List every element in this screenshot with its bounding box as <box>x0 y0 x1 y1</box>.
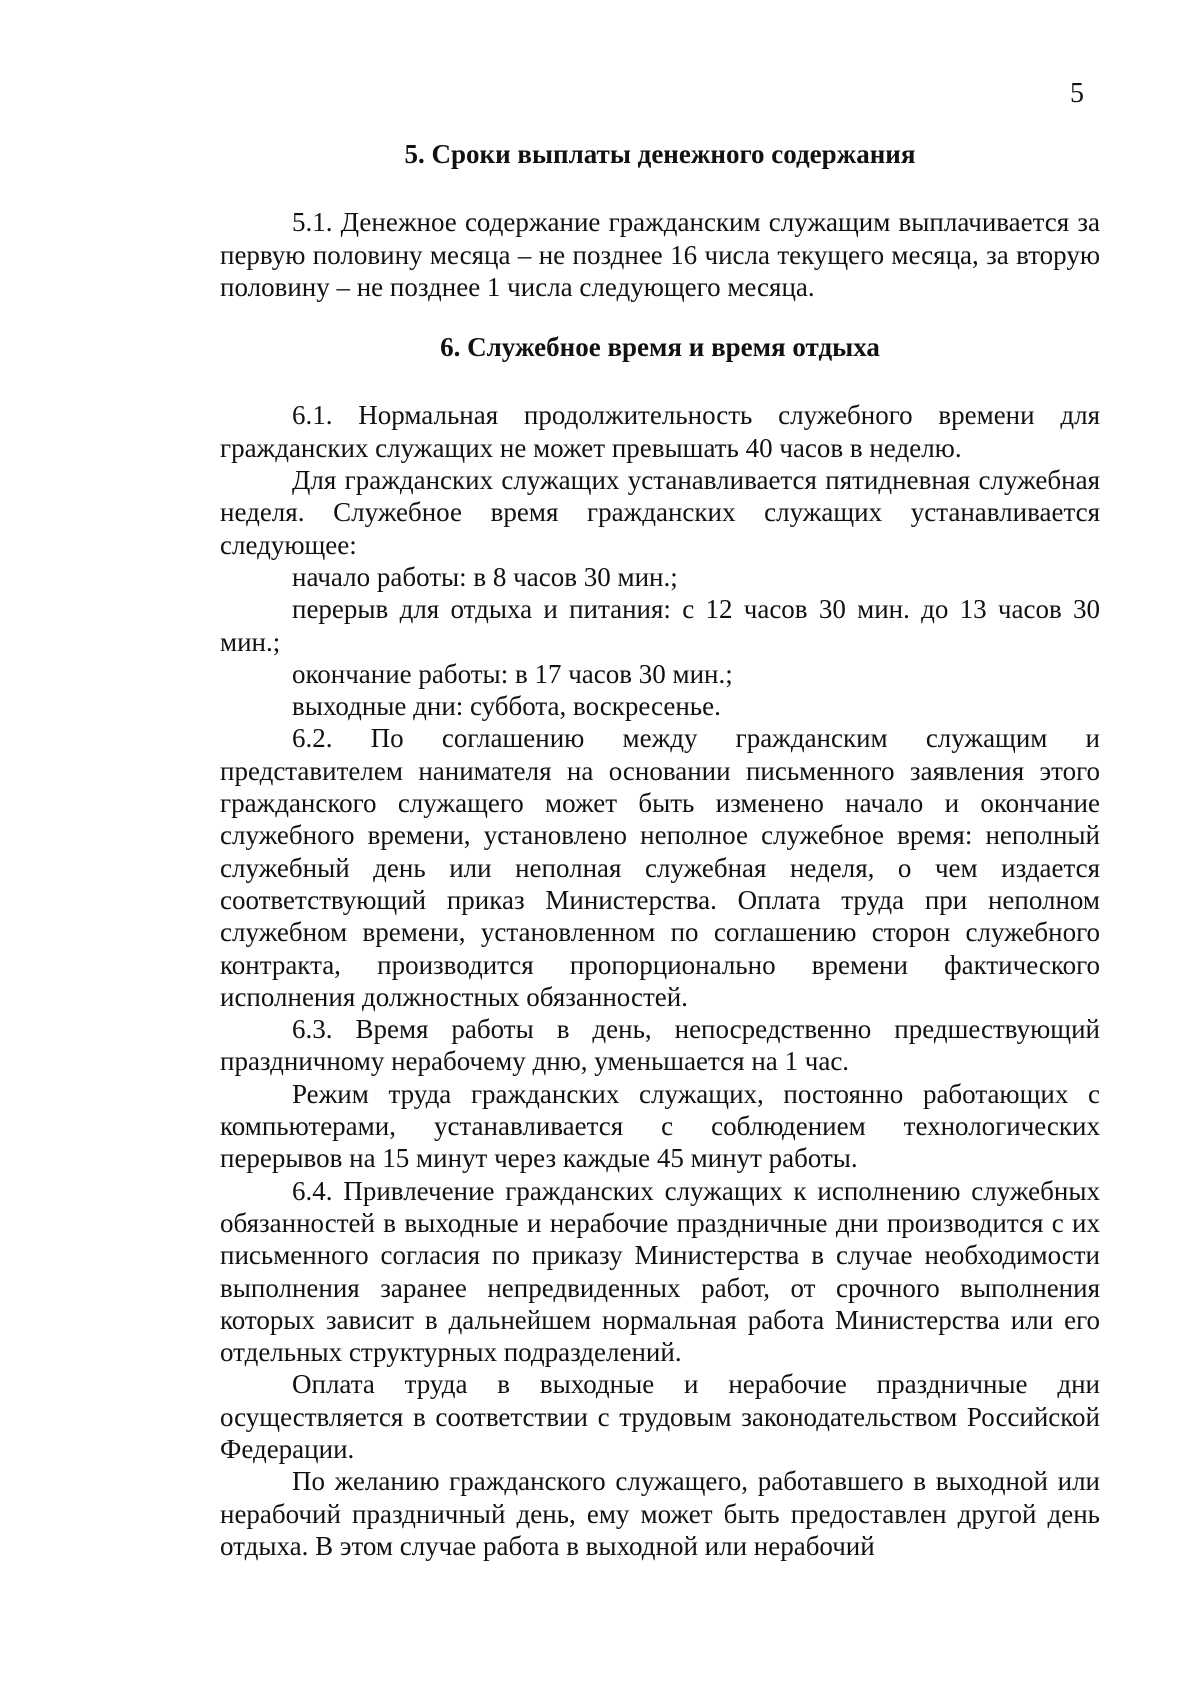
paragraph-6-1: 6.1. Нормальная продолжительность служебного времени для гражданских служащих не может превышать 40 часов в неделю. <box>220 400 1100 463</box>
paragraph-5-1: 5.1. Денежное содержание гражданским служащим выплачивается за первую половину месяца – не позднее 16 числа текущего месяца, за вторую половину – не позднее 1 числа следующего месяца. <box>220 207 1100 302</box>
paragraph-6-4: 6.4. Привлечение гражданских служащих к исполнению служебных обязанностей в выходные и нерабочие праздничные дни производится с их письменного согласия по приказу Министерства в случае необходимости выполнения заранее непредвиденных работ, от срочного выполнения которых зависит в дальнейшем нормальная работа Министерства или его отдельных структурных подразделений. <box>220 1175 1100 1368</box>
section-6-heading: 6. Служебное время и время отдыха <box>440 332 880 363</box>
paragraph-computer-work: Режим труда гражданских служащих, постоянно работающих с компьютерами, устанавливается с соблюдением технологических перерывов на 15 минут через каждые 45 минут работы. <box>220 1078 1100 1174</box>
document-body <box>220 138 1100 1562</box>
paragraph-end-time: окончание работы: в 17 часов 30 мин.; <box>292 658 733 689</box>
paragraph-days-off: выходные дни: суббота, воскресенье. <box>292 691 721 722</box>
paragraph-day-off-request: По желанию гражданского служащего, работавшего в выходной или нерабочий праздничный день, ему может быть предоставлен другой день отдыха. В этом случае работа в выходной или нерабочий <box>220 1466 1100 1561</box>
paragraph-work-week: Для гражданских служащих устанавливается пятидневная служебная неделя. Служебное время гражданских служащих устанавливается следующее: <box>220 465 1100 560</box>
paragraph-holiday-pay: Оплата труда в выходные и нерабочие праздничные дни осуществляется в соответствии с трудовым законодательством Российской Федерации. <box>220 1369 1100 1464</box>
paragraph-start-time: начало работы: в 8 часов 30 мин.; <box>292 561 678 592</box>
paragraph-6-3: 6.3. Время работы в день, непосредственно предшествующий праздничному нерабочему дню, уменьшается на 1 час. <box>220 1014 1100 1077</box>
paragraph-6-2: 6.2. По соглашению между гражданским служащим и представителем нанимателя на основании письменного заявления этого гражданского служащего может быть изменено начало и окончание служебного времени, установлено неполное служебное время: неполный служебный день или неполная служебная неделя, о чем издается соответствующий приказ Министерства. Оплата труда при неполном служебном времени, установленном по соглашению сторон служебного контракта, производится пропорционально времени фактического исполнения должностных обязанностей. <box>220 723 1100 1012</box>
section-5-heading: 5. Сроки выплаты денежного содержания <box>404 139 916 169</box>
page-number: 5 <box>1070 78 1084 109</box>
paragraph-break-time: перерыв для отдыха и питания: с 12 часов 30 мин. до 13 часов 30 мин.; <box>220 594 1100 657</box>
